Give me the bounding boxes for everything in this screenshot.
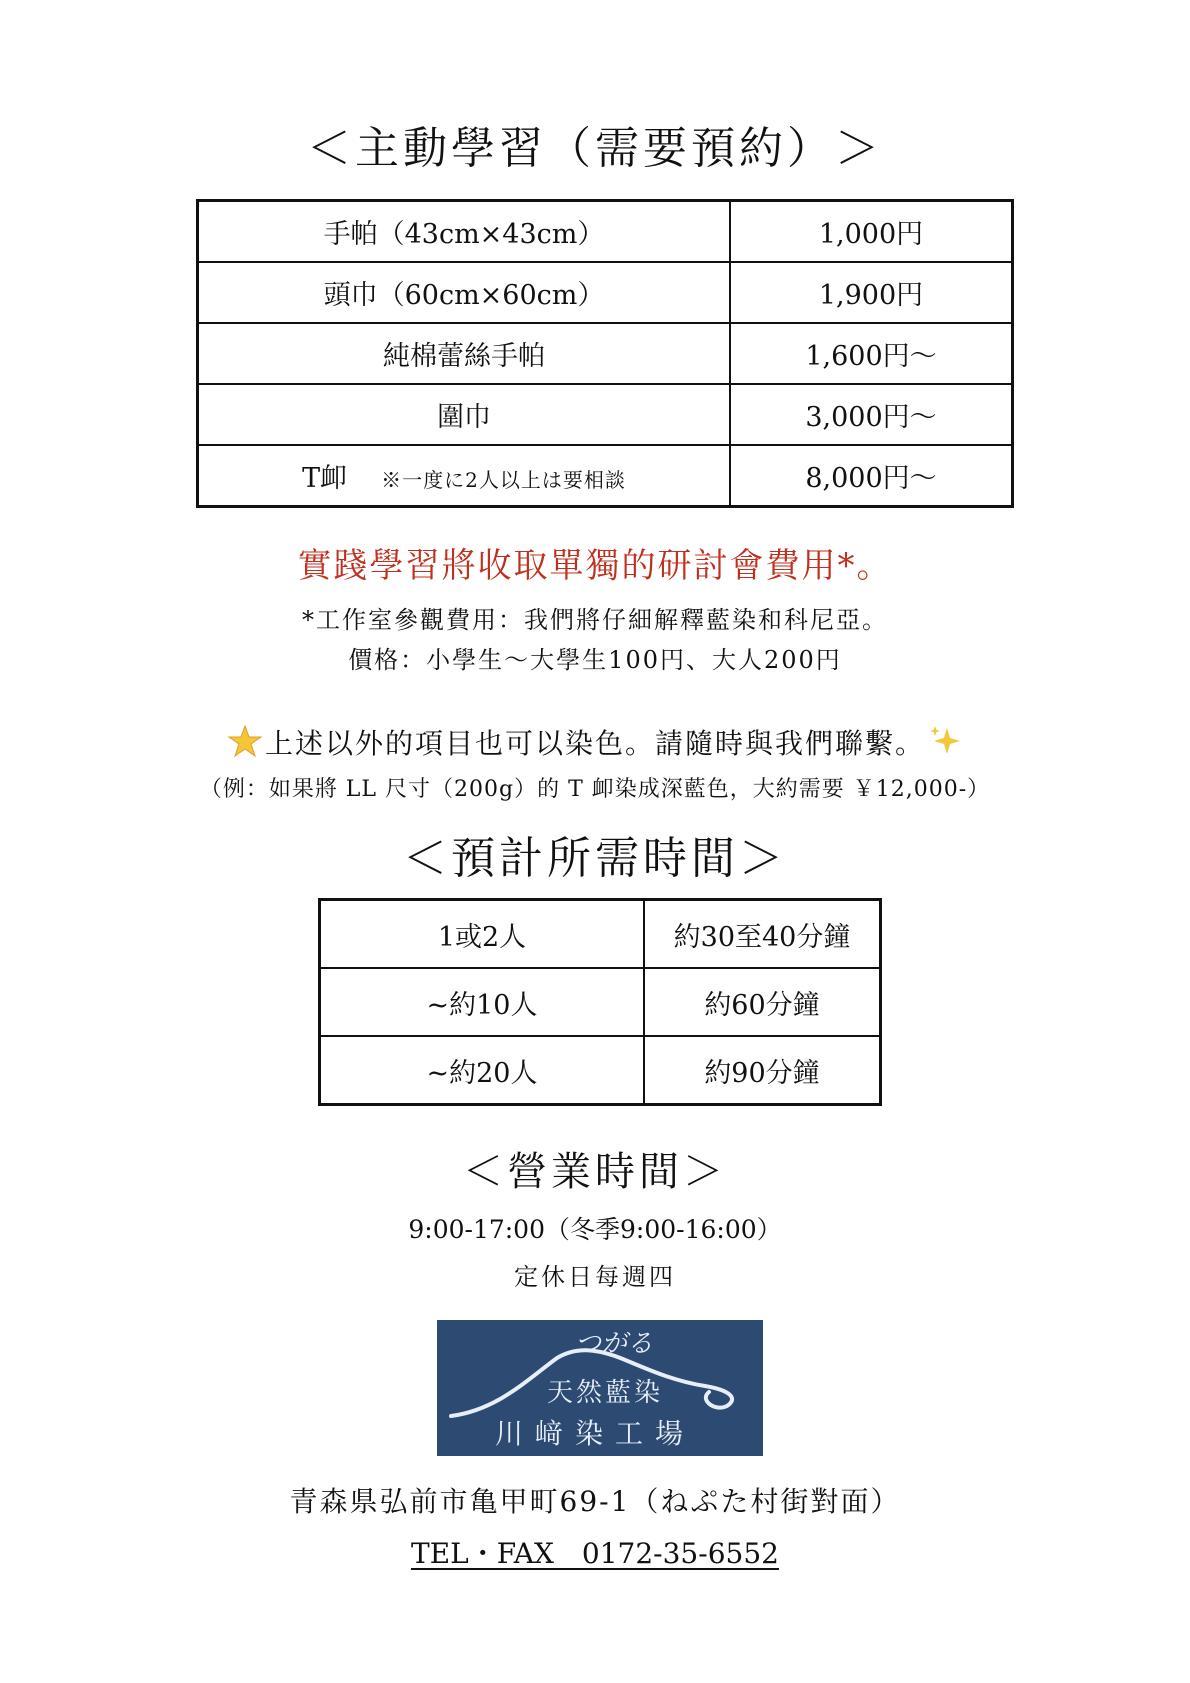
item-name: 純棉蕾絲手帕 (198, 323, 731, 384)
table-row (198, 262, 1013, 323)
group-size: ~約10人 (320, 968, 645, 1036)
star-icon (225, 724, 265, 767)
logo-script: つがる (575, 1329, 654, 1359)
duration: 約60分鐘 (644, 968, 881, 1036)
item-note: ※一度に2人以上は要相談 (381, 468, 626, 492)
contact-line (0, 1532, 1190, 1572)
logo-line2: 川﨑染工場 (495, 1417, 696, 1450)
closed-day: 定休日每週四 (514, 1263, 676, 1291)
item-name-cell (198, 445, 731, 507)
table-row (198, 384, 1013, 445)
item-price: 8,000円～ (730, 445, 1013, 507)
table-row (198, 201, 1013, 263)
item-name: 手帕（43cm×43cm） (198, 201, 731, 263)
duration: 約30至40分鐘 (644, 900, 881, 969)
table-row (198, 323, 1013, 384)
workshop-fee-notice: 實踐學習將收取單獨的研討會費用*。 (297, 546, 893, 586)
section-title-time-required: ＜預計所需時間＞ (403, 833, 787, 884)
duration: 約90分鐘 (644, 1036, 881, 1105)
table-row (320, 1036, 881, 1105)
item-price: 1,600円～ (730, 323, 1013, 384)
table-row (320, 968, 881, 1036)
item-price: 3,000円～ (730, 384, 1013, 445)
business-hours: 9:00-17:00（冬季9:00-16:00） (408, 1215, 782, 1244)
contact-phone-fax: TEL・FAX 0172-35-6552 (411, 1537, 779, 1570)
time-table (318, 898, 882, 1106)
item-name: 圍巾 (198, 384, 731, 445)
item-name: 頭巾（60cm×60cm） (198, 262, 731, 323)
item-price: 1,900円 (730, 262, 1013, 323)
table-row (198, 445, 1013, 507)
studio-tour-line2: 價格：小學生～大學生100円、大人200円 (348, 646, 842, 674)
section-title-business-hours: ＜營業時間＞ (463, 1149, 727, 1195)
other-items-line (0, 722, 1190, 767)
sparkles-icon (925, 724, 965, 767)
address: 青森県弘前市亀甲町69-1（ねぷた村街對面） (289, 1485, 901, 1518)
logo-line1: 天然藍染 (547, 1378, 664, 1408)
table-row (320, 900, 881, 969)
other-items-example: （例：如果將 LL 尺寸（200g）的 T 卹染成深藍色，大約需要 ￥12,000-） (199, 777, 991, 802)
price-table (196, 199, 1014, 508)
item-price: 1,000円 (730, 201, 1013, 263)
company-logo (437, 1320, 763, 1456)
group-size: ~約20人 (320, 1036, 645, 1105)
studio-tour-line1: *工作室參觀費用：我們將仔細解釋藍染和科尼亞。 (302, 606, 888, 634)
section-title-active-learning: ＜主動學習（需要預約）＞ (307, 123, 883, 174)
other-items-text: 上述以外的項目也可以染色。請隨時與我們聯繫。 (264, 727, 925, 760)
group-size: 1或2人 (320, 900, 645, 969)
item-name: T卹 (302, 463, 348, 494)
